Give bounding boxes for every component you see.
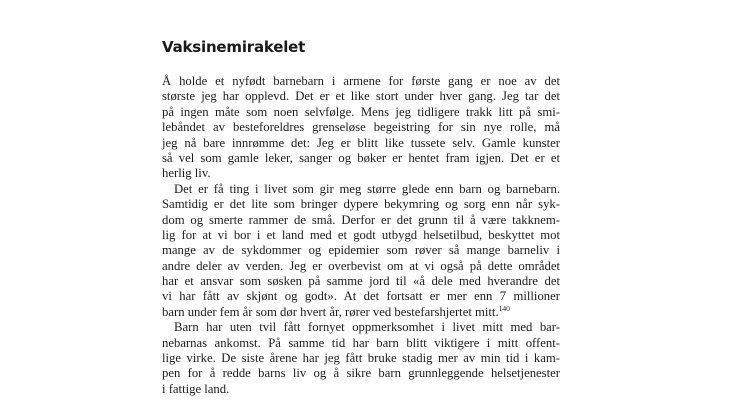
body-text bbox=[162, 74, 560, 397]
text-line: jeg nå bare innrømme det: Jeg er blitt like tussete selv. Gamle kunster bbox=[162, 135, 560, 150]
text-line: lig for at vi bor i et land med et godt utbygd helsetilbud, beskyttet mot bbox=[162, 227, 560, 242]
text-line: nebarnas ankomst. På samme tid har barn blitt viktigere i mitt offent- bbox=[162, 335, 560, 350]
text-line: Det er få ting i livet som gir meg større glede enn barn og barnebarn. bbox=[174, 181, 560, 196]
text-line: største jeg har opplevd. Det er et like stort under hver gang. Jeg tar det bbox=[162, 89, 560, 104]
text-line: lebåndet av besteforeldres grenseløse begeistring for sin nye rolle, må bbox=[162, 120, 560, 135]
text-line: andre deler av verden. Jeg er overbevist om at vi også på dette området bbox=[162, 258, 560, 273]
text-line: barn under fem år som dør hvert år, rører ved bestefarshjertet mitt. bbox=[162, 304, 499, 319]
text-line: Samtidig er det lite som bringer dypere bekymring og sorg enn når syk- bbox=[162, 197, 560, 212]
text-line: Å holde et nyfødt barnebarn i armene for første gang er noe av det bbox=[162, 74, 560, 88]
text-line: så vel som gamle leker, sanger og bøker er hentet fram igjen. Det er et bbox=[162, 150, 560, 165]
text-line: lige virke. De siste årene har jeg fått bruke stadig mer av min tid i kam- bbox=[162, 351, 560, 366]
footnote-marker[interactable]: 140 bbox=[498, 303, 510, 313]
text-line: har et ansvar som søsken på samme jord til «å dele med hverandre det bbox=[162, 274, 560, 289]
text-line: herlig liv. bbox=[162, 166, 211, 181]
text-line: mange av de sykdommer og epidemier som røver så mange barneliv i bbox=[162, 243, 560, 258]
text-line: vi har fått av skjønt og godt». At det fortsatt er mer enn 7 millioner bbox=[162, 289, 560, 304]
chapter-title: Vaksinemirakelet bbox=[162, 38, 306, 56]
text-line: pen for å redde barns liv og å sikre barn grunnleggende helsetjenester bbox=[162, 366, 560, 381]
text-line: i fattige land. bbox=[162, 381, 230, 396]
text-line: Barn har uten tvil fått fornyet oppmerksomhet i livet mitt med bar- bbox=[174, 320, 560, 335]
text-line: på ingen måte som noen selvfølge. Mens jeg tidligere trakk litt på smi- bbox=[162, 104, 560, 119]
text-line: dom og smerte rammer de små. Derfor er det grunn til å være takknem- bbox=[162, 212, 560, 227]
text-line-with-footnote bbox=[162, 305, 560, 320]
